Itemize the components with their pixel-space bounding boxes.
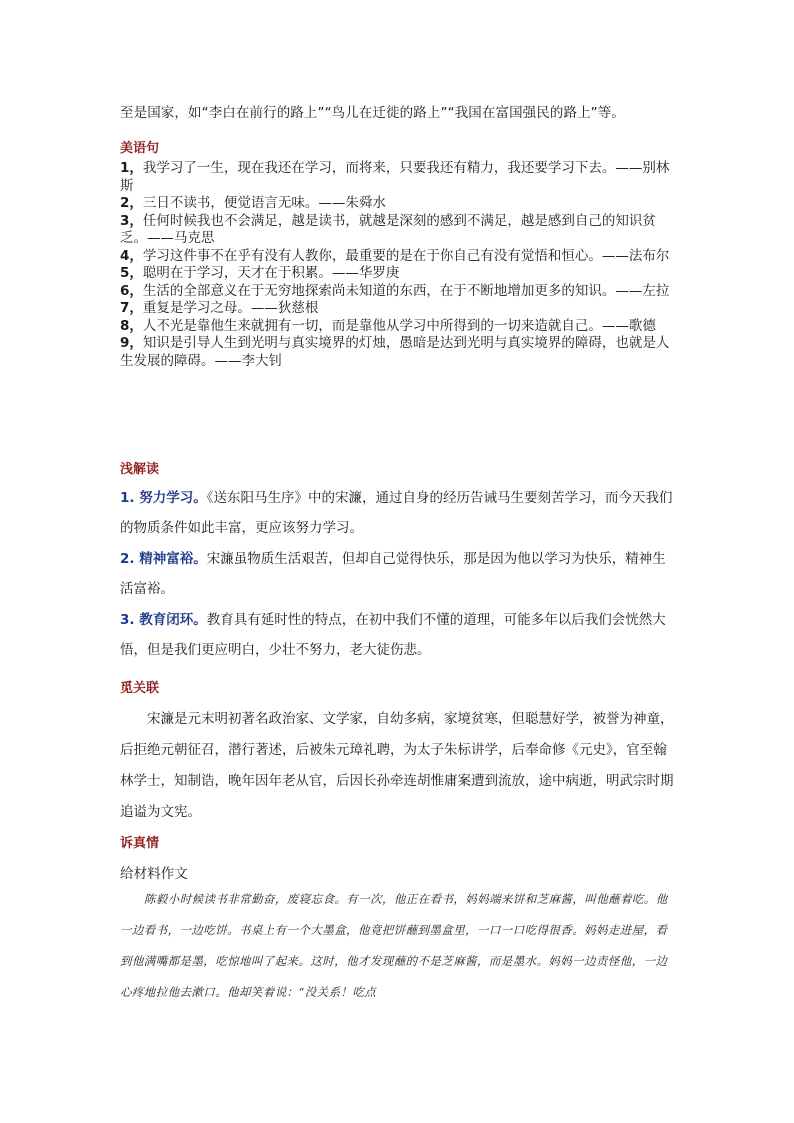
quote-item: 1，我学习了一生，现在我还在学习，而将来，只要我还有精力，我还要学习下去。——别林斯 xyxy=(120,160,670,194)
quote-item: 3，任何时候我也不会满足，越是读书，就越是深刻的感到不满足，越是感到自己的知识贫乏。——马克思 xyxy=(120,212,656,246)
quote-item: 5，聪明在于学习，天才在于积累。——华罗庚 xyxy=(120,265,400,281)
section-heading-reading: 浅解读 xyxy=(120,462,160,477)
intro-paragraph: 至是国家，如“李白在前行的路上”“鸟儿在迁徙的路上”“我国在富国强民的路上”等。 xyxy=(120,105,625,121)
reading-item: 3. 教育闭环。教育具有延时性的特点，在初中我们不懂的道理，可能多年以后我们会恍然大悟，但是我们更应明白，少壮不努力，老大徒伤悲。 xyxy=(120,612,666,658)
material-title: 给材料作文 xyxy=(120,866,188,882)
material-paragraph: 陈毅小时候读书非常勤奋，废寝忘食。有一次，他正在看书，妈妈端来饼和芝麻酱，叫他蘸着吃。他一边看书，一边吃饼。书桌上有一个大墨盒，他竟把饼蘸到墨盒里，一口一口吃得很香。妈妈走进屋，看到他满嘴都是墨，吃惊地叫了起来。这时，他才发现蘸的不是芝麻酱，而是墨水。妈妈一边责怪他，一边心疼地拉他去漱口。他却笑着说：“没关系！吃点 xyxy=(120,892,668,999)
quote-item: 8，人不光是靠他生来就拥有一切，而是靠他从学习中所得到的一切来造就自己。——歌德 xyxy=(120,317,656,334)
section-heading-writing: 诉真情 xyxy=(120,836,160,851)
section-heading-quotes: 美语句 xyxy=(120,141,160,156)
reading-item: 2. 精神富裕。宋濂虽物质生活艰苦，但却自己觉得快乐，那是因为他以学习为快乐，精神生活富裕。 xyxy=(120,551,666,597)
section-heading-related: 觅关联 xyxy=(120,681,160,696)
quote-item: 6，生活的全部意义在于无穷地探索尚未知道的东西，在于不断地增加更多的知识。——左拉 xyxy=(120,282,670,299)
quote-item: 4，学习这件事不在乎有没有人教你，最重要的是在于你自己有没有觉悟和恒心。——法布尔 xyxy=(120,247,670,264)
quotes-list xyxy=(120,160,676,370)
biography-paragraph: 宋濂是元末明初著名政治家、文学家，自幼多病，家境贫寒，但聪慧好学，被誉为神童，后拒绝元朝征召，潜行著述，后被朱元璋礼聘，为太子朱标讲学，后奉命修《元史》，官至翰林学士，知制诰，晚年因年老从官，后因长孙牵连胡惟庸案遭到流放，途中病逝，明武宗时期追谥为文宪。 xyxy=(120,711,674,820)
quote-item: 2，三日不读书，便觉语言无味。——朱舜水 xyxy=(120,195,386,211)
reading-item: 1. 努力学习。《送东阳马生序》中的宋濂，通过自身的经历告诫马生要刻苦学习，而今天我们的物质条件如此丰富，更应该努力学习。 xyxy=(120,490,673,536)
quote-item: 7，重复是学习之母。——狄慈根 xyxy=(120,300,319,316)
quote-item: 9，知识是引导人生到光明与真实境界的灯烛，愚暗是达到光明与真实境界的障碍，也就是人生发展的障碍。——李大钊 xyxy=(120,335,670,369)
